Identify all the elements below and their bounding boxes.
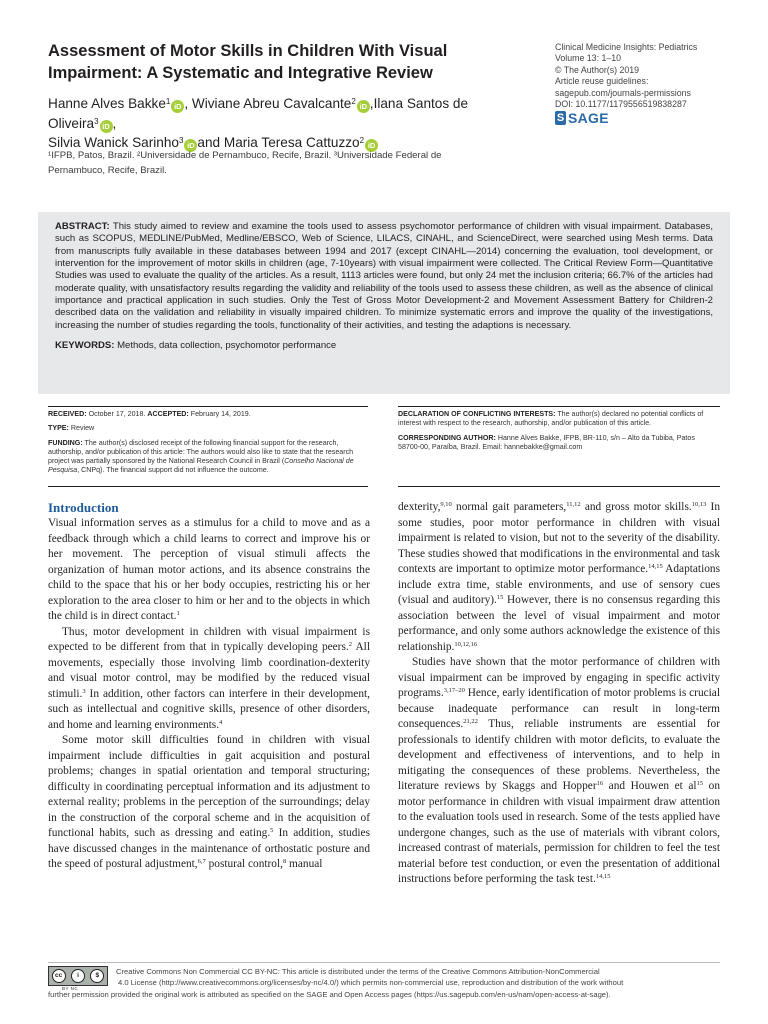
author-separator: ,	[184, 96, 192, 111]
license-line-3: further permission provided the original work is attributed as specified on the SAGE and Open Access pages (https://us.sagepub.com/en-us/nam/open-access-at-sage).	[48, 989, 611, 999]
author-name[interactable]: Hanne Alves Bakke	[48, 96, 166, 111]
license-line-2: 4.0 License (http://www.creativecommons.org/licenses/by-nc/4.0/) which permits non-commercial use, reproduction and distribution of the work without	[118, 978, 624, 988]
sage-wordmark: SAGE	[568, 110, 609, 126]
doi[interactable]: DOI: 10.1177/1179556519838287	[555, 99, 687, 110]
author-name[interactable]: Ilana Santos de Oliveira	[48, 96, 469, 131]
divider-left-bottom	[48, 486, 368, 487]
conflicts	[398, 410, 718, 429]
orcid-icon[interactable]: iD	[184, 139, 197, 152]
dates	[48, 410, 368, 419]
author-name[interactable]: Wiviane Abreu Cavalcante	[191, 96, 352, 111]
funding-label: FUNDING:	[48, 438, 83, 447]
abstract-box	[38, 212, 730, 394]
received-label: RECEIVED:	[48, 410, 87, 418]
divider-right	[398, 406, 720, 407]
author-separator: ,	[112, 115, 117, 131]
license-line-1: Creative Commons Non Commercial CC BY-NC: This article is distributed under the terms of the Creative Commons Attribution-NonCommercial	[116, 967, 600, 976]
sage-logo	[555, 110, 609, 126]
citation-marker[interactable]: 1	[176, 610, 180, 617]
body-paragraph: Thus, motor development in children with visual impairment is expected to be different from that in typically developing peers.$^2$ All movements, especially those involving limb coordination-dexterity and visual motor control, may be modified by the reduced visual stimuli.$^3$ In addition, other factors can interfere in their development, such as intellectual and cognitive skills, presence of other disorders, and home and learning environments.$^4$	[48, 625, 370, 731]
article-title: Assessment of Motor Skills in Children With Visual Impairment: A Systematic and Integrative Review	[48, 42, 448, 82]
funding-text: The author(s) disclosed receipt of the following financial support for the research, authorship, and/or publication of this article: The authors would also like to state that the research project was partially sponsored by the National Research Council in Brazil (	[48, 438, 354, 466]
type-value: Review	[70, 424, 95, 433]
type-label: TYPE:	[48, 424, 69, 433]
body-paragraph: dexterity,$^{9,10}$ normal gait parameters,$^{11,12}$ and gross motor skills.$^{10,13}$ In some studies, poor motor performance in children with visual impairment is related to vision, but not to the severity of the disability. These studies showed that modifications in the environmental and task contexts are important to optimize motor performance.$^{14,15}$ Adaptations include extra time, stable environments, and use of sensory cues (visual and auditory).$^{15}$ However, there is no consensus regarding this association between the level of visual impairment and motor performance, and only some authors acknowledge the existence of this relationship.$^{10,12,16}$	[398, 501, 721, 653]
keywords-label: KEYWORDS:	[55, 340, 115, 352]
keywords-text: Methods, data collection, psychomotor performance	[117, 340, 337, 352]
funding-italic: Conselho Nacional de Pesquisa	[48, 457, 354, 475]
divider-left	[48, 406, 368, 407]
citation-marker[interactable]: 2	[348, 641, 352, 648]
citation-marker[interactable]: 10,13	[691, 501, 707, 508]
journal-volume: Volume 13: 1–10	[555, 53, 622, 64]
sage-mark-icon: S	[556, 112, 565, 124]
citation-marker[interactable]: 8	[282, 858, 287, 865]
citation-marker[interactable]: 5	[270, 827, 274, 834]
article-meta-left	[48, 410, 368, 481]
author-name[interactable]: Maria Teresa Cattuzzo	[223, 135, 360, 150]
conflict-text: The author(s) declared no potential conflicts of interest with respect to the research, authorship, and/or publication of this article.	[398, 410, 704, 428]
citation-marker[interactable]: 15	[696, 780, 704, 787]
section-heading-introduction: Introduction	[48, 500, 119, 515]
reuse-link[interactable]: sagepub.com/journals-permissions	[555, 87, 691, 98]
citation-marker[interactable]: 11,12	[566, 501, 581, 508]
journal-info	[555, 42, 755, 110]
reuse-label: Article reuse guidelines:	[555, 76, 649, 87]
keywords	[55, 340, 713, 352]
citation-marker[interactable]: 9,10	[440, 501, 452, 508]
body-paragraph: Visual information serves as a stimulus for a child to move and as a feedback through which a child learns to correct and improve his or her movement. The perception of visual stimuli affects the organization of human motor actions, and its absence constrains the child to the space that his or her body occupies, restricting his or her exploration to the area closer to him or her and to the objects in which the child is in direct contact.$^1$	[48, 517, 370, 622]
noncommercial-icon: $	[90, 969, 104, 983]
footer-divider	[48, 962, 720, 963]
citation-marker[interactable]: 16	[596, 780, 604, 787]
citation-marker[interactable]: 15	[496, 594, 504, 601]
conflict-label: DECLARATION OF CONFLICTING INTERESTS:	[398, 410, 556, 418]
author-name[interactable]: Silvia Wanick Sarinho	[48, 135, 179, 150]
corresponding-label: CORRESPONDING AUTHOR:	[398, 433, 496, 442]
citation-marker[interactable]: 6,7	[197, 858, 206, 865]
received-date: October 17, 2018.	[88, 410, 146, 418]
citation-marker[interactable]: 10,12,16	[454, 640, 478, 648]
divider-right-bottom	[398, 486, 720, 487]
author-separator: ,	[369, 96, 374, 111]
funding	[48, 439, 368, 476]
attribution-icon: i	[71, 969, 85, 983]
citation-marker[interactable]: 3	[82, 687, 86, 695]
copyright: © The Author(s) 2019	[555, 64, 640, 75]
orcid-icon[interactable]: iD	[100, 120, 113, 133]
corresponding-author	[398, 434, 718, 453]
abstract-text: This study aimed to review and examine the tools used to assess psychomotor performance of children with visual impairment. Databases, such as SCOPUS, MEDLINE/PubMed, Medline/EBSCO, Web of Science, LILACS, CINAHL, and ScienceDirect, were searched using Mesh terms. Data from manuscripts fully available in these databases between 1994 and 2017 (except CINAHL—2014) concerning the evaluation, tool development, or intervention for the improvement of motor skills in children (age, 7-10years) with visual impairment were collected. The Critical Review Form—Quantitative Studies was used to evaluate the quality of the articles. As a result, 1113 articles were found, but only 24 met the inclusion criteria; 66.7% of the articles had moderate quality, with unsatisfactory results regarding the validity and reliability of the tools used to assess these children, as well as the absence of clinical importance and practical application in such studies. Only the Test of Gross Motor Development-2 and Movement Assessment Battery for Children-2 described data on the validation and reliability in visually impaired children. To minimize systematic errors and improve the quality of the investigations, increasing the number of studies regarding the tools, functionality of their activities, and testing the adaptions is necessary.	[55, 221, 713, 331]
abstract-label: ABSTRACT:	[55, 221, 110, 232]
corresponding-text: Hanne Alves Bakke, IFPB, BR-110, s/n – Alto da Tubiba, Patos 58700-00, Paraíba, Brazil. Email: hannebakke@gmail.com	[398, 433, 695, 451]
author-affiliation-mark: 3	[178, 136, 184, 145]
abstract	[55, 221, 713, 332]
author-affiliation-mark: 2	[359, 136, 365, 145]
affiliations: ¹IFPB, Patos, Brazil. ²Universidade de Pernambuco, Recife, Brazil. ³Universidade Federal de Pernambuco, Recife, Brazil.	[48, 150, 442, 176]
accepted-label: ACCEPTED:	[147, 410, 189, 418]
article-meta-right	[398, 410, 718, 457]
citation-marker[interactable]: 14,15	[595, 873, 611, 880]
author-affiliation-mark: 2	[351, 97, 356, 106]
cc-license-badge[interactable]	[48, 966, 108, 986]
citation-marker[interactable]: 14,15	[648, 563, 663, 570]
accepted-date: February 14, 2019.	[190, 410, 251, 418]
article-type	[48, 424, 368, 433]
author-affiliation-mark: 1	[165, 97, 171, 106]
author-list	[48, 94, 488, 153]
orcid-icon[interactable]: iD	[365, 139, 378, 152]
citation-marker[interactable]: 4	[219, 718, 223, 726]
citation-marker[interactable]: 3,17–20	[443, 687, 465, 694]
cc-icon: cc	[52, 969, 66, 983]
funding-tail: , CNPq). The financial support did not influence the outcome.	[77, 466, 269, 475]
orcid-icon[interactable]: iD	[171, 100, 184, 113]
authors-and: and	[197, 135, 224, 150]
citation-marker[interactable]: 21,22	[463, 718, 478, 725]
cc-badge-label: BY NC	[62, 986, 79, 991]
body-paragraph: Studies have shown that the motor performance of children with visual impairment can be improved by engaging in specific activity programs.$^{3,17-20}$ Hence, early identification of motor problems is crucial because inadequate performance can result in long-term consequences.$^{21,22}$ Thus, reliable instruments are essential for professionals to identify children with motor deficits, to evaluate the development and effectiveness of interventions, and to help in mitigating the consequences of these problems. Nevertheless, the literature reviews by Skaggs and Hopper$^{16}$ and Houwen et $al^{15}$ on motor performance in children with visual impairment draw attention to the evaluation tools used in research. Some of the tests applied have undergone changes, such as the use of materials with vibrant colors, increased contrast of materials, permission for children to feel the test material before test conduction, or even the presentation of additional instructions before performing the task test.$^{14,15}$	[398, 656, 720, 885]
body-paragraph: Some motor skill difficulties found in children with visual impairment include difficulties in gait acquisition and postural problems; changes in spatial orientation and temporal structuring; difficulty in coordinating perceptual information and its adjustment to external reality; problems in the perception of the surroundings; delay in the construction of the corporal scheme and in the acquisition of functional habits, such as dressing and eating.$^5$ In addition, studies have discussed changes in the maintenance of orthostatic posture and the speed of postural adjustment,$^{6,7}$ postural control,$^8$ manual	[48, 734, 371, 870]
orcid-icon[interactable]: iD	[357, 100, 370, 113]
body-column-left	[48, 516, 370, 873]
author-affiliation-mark: 3	[94, 116, 99, 126]
journal-name: Clinical Medicine Insights: Pediatrics	[555, 42, 698, 52]
body-column-right	[398, 500, 720, 888]
